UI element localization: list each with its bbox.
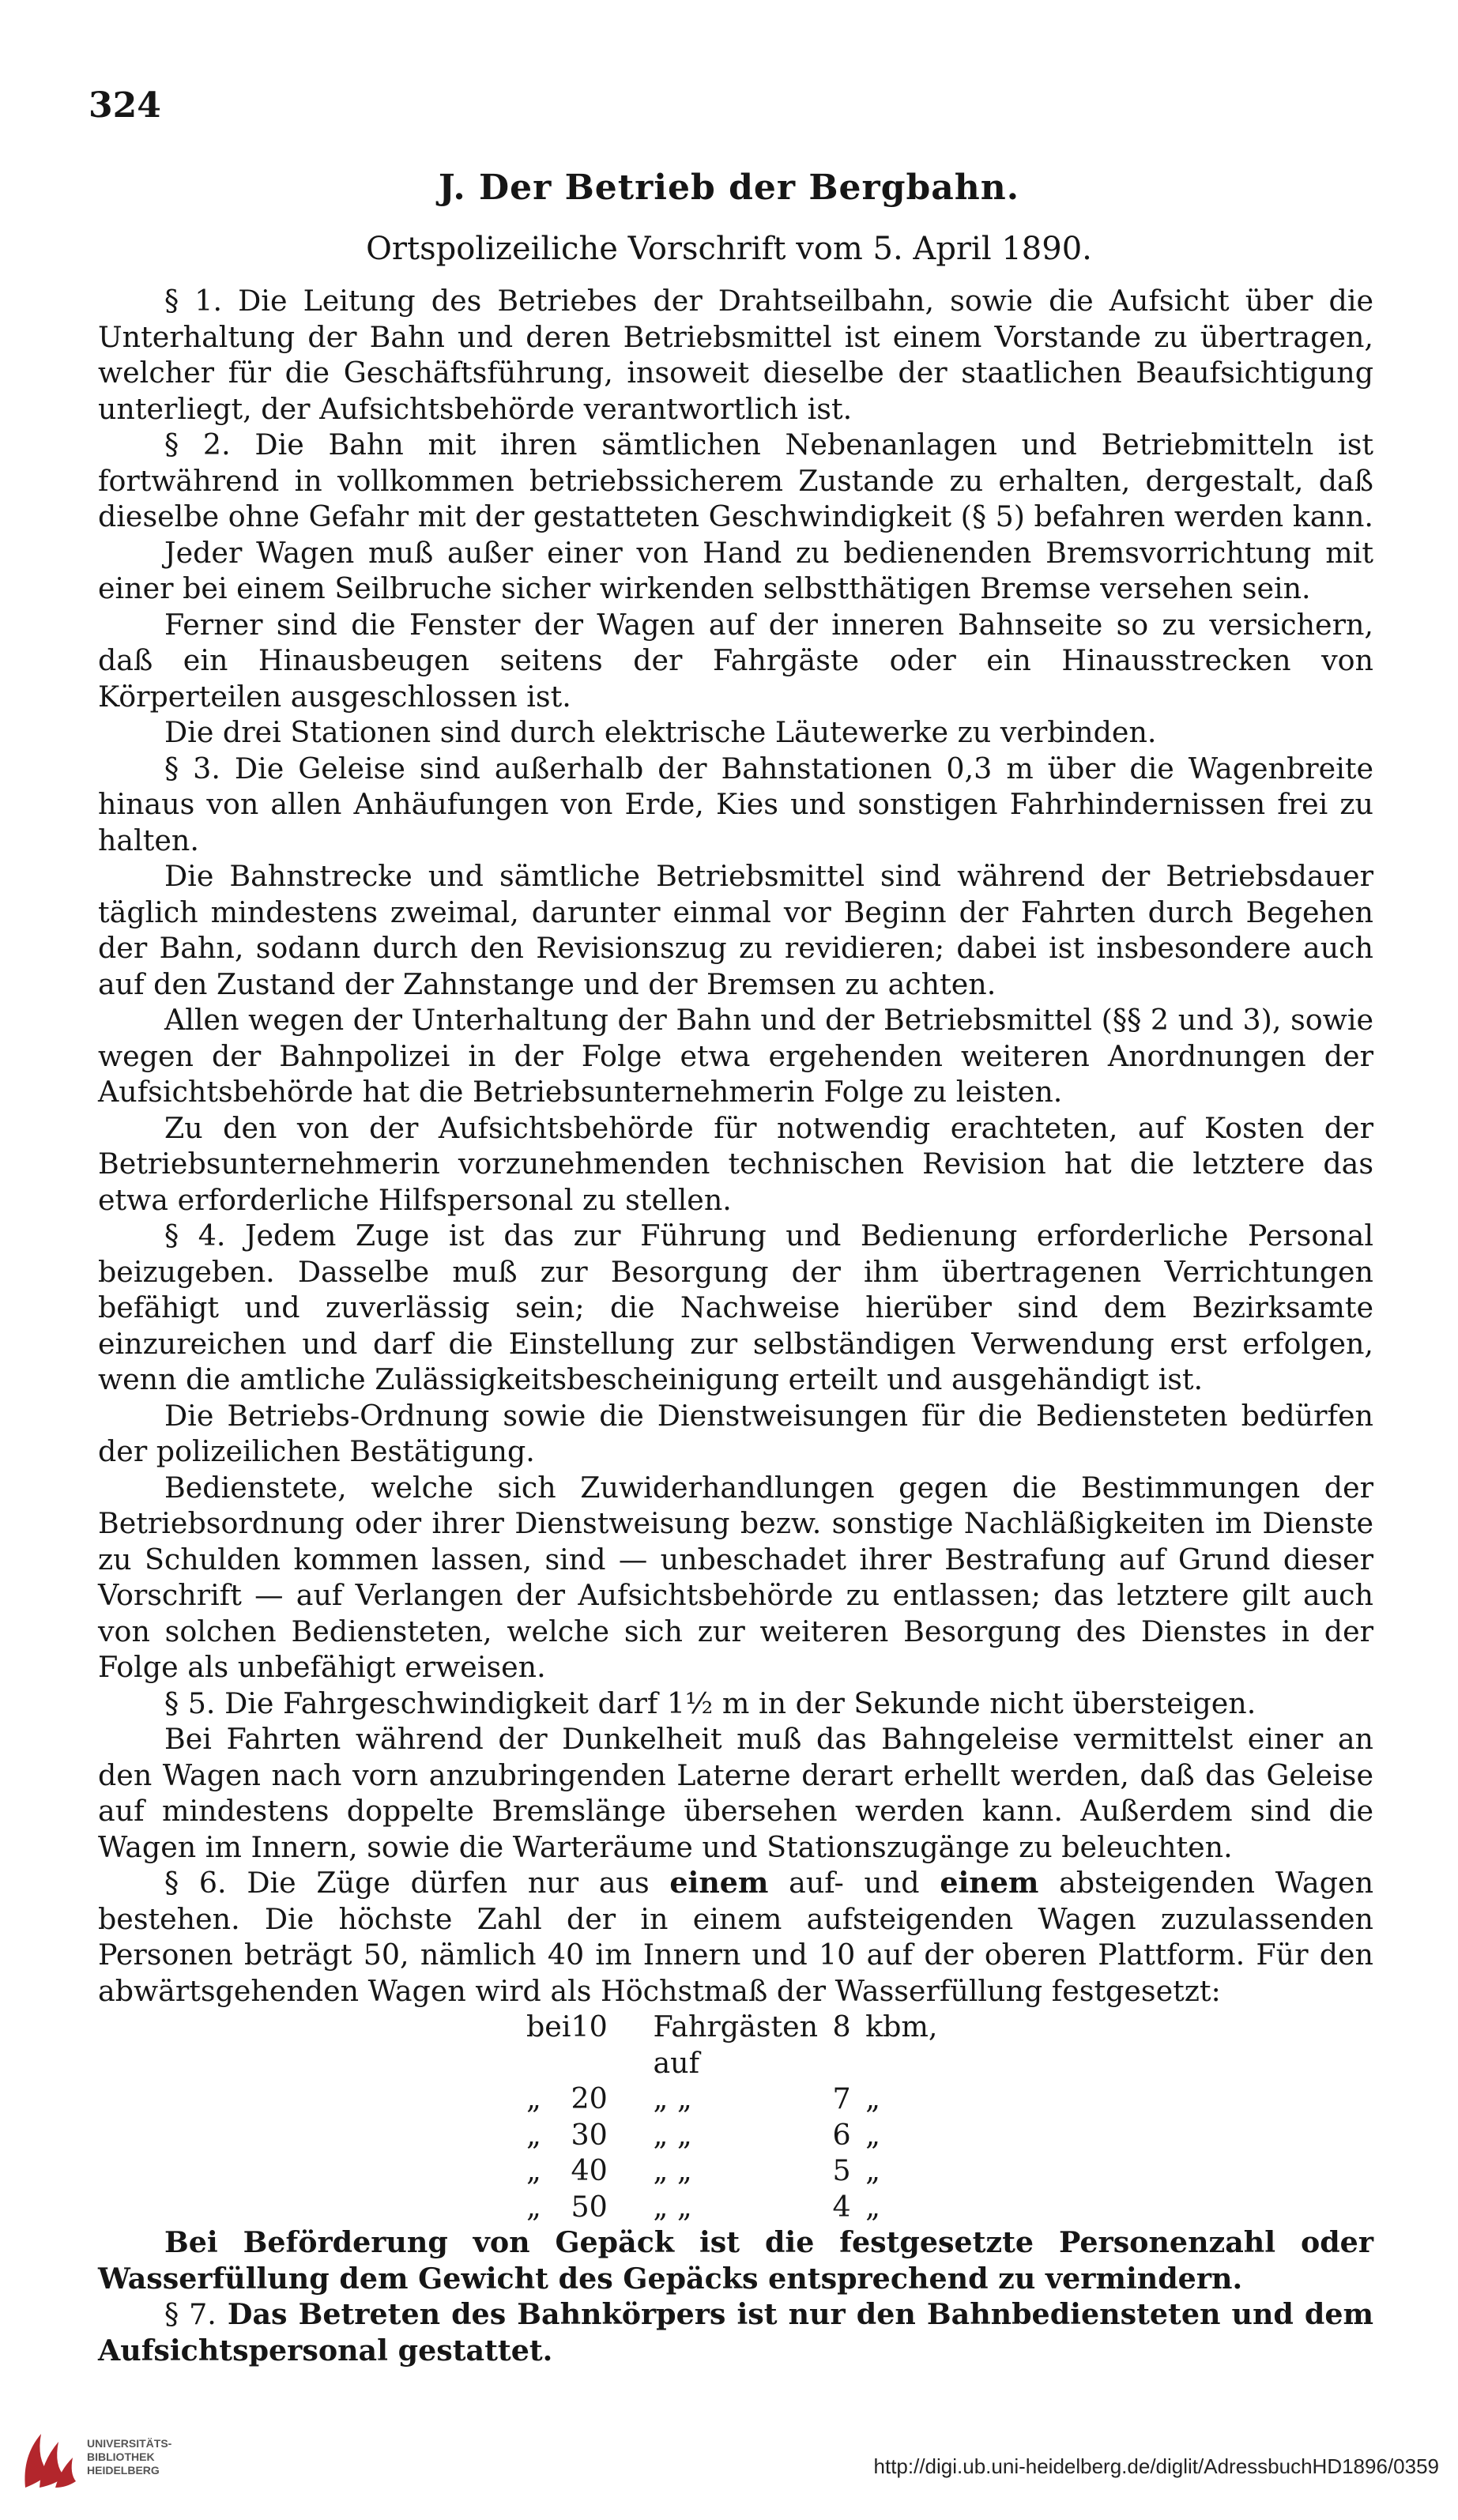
paragraph-sec-6 [98,1865,1373,2009]
capacity-cell-val: 8 [832,2010,851,2043]
paragraph-text: auf- und [789,1866,920,1900]
capacity-row [526,2153,937,2189]
paragraph-sec-4 [98,1218,1373,1398]
emphasis: einem [940,1866,1039,1900]
capacity-cell-lead: „ [526,2189,541,2224]
capacity-cell-mid: Fahrgästen auf [653,2010,819,2080]
paragraph: Zu den von der Aufsichtsbehörde für notwendig erachteten, auf Kosten der Betriebsunternehmerin vorzunehmenden technischen Revision hat die letztere das etwa erforderliche Hilfspersonal zu stellen. [98,1110,1373,1217]
section-mark: § 7. [164,2297,217,2331]
capacity-row [526,2189,937,2225]
capacity-cell-lead: bei [526,2010,571,2043]
capacity-cell-mid: „ „ [653,2117,692,2152]
capacity-cell-val: 5 [832,2153,851,2187]
paragraph-text: Die Züge dürfen nur aus [247,1866,650,1900]
section-mark: § 2. [164,428,231,461]
paragraph-sec-2 [98,427,1373,535]
paragraph: Bei Fahrten während der Dunkelheit muß das Bahngeleise vermittelst einer an den Wagen nach vorn anzubringenden Laterne derart erhellt werden, daß das Geleise auf mindestens doppelte Bremslänge übersehen werden kann. Außerdem sind die Wagen im Innern, sowie die Warteräume und Stationszugänge zu beleuchten. [98,1722,1373,1864]
section-mark: § 6. [164,1866,227,1900]
paragraph: Die Betriebs-Ordnung sowie die Dienstweisungen für die Bediensteten bedürfen der polizeilichen Bestätigung. [98,1398,1373,1468]
paragraph-text: Das Betreten des Bahnkörpers ist nur den Bahnbediensteten und dem Aufsichtspersonal gestattet. [98,2297,1374,2367]
paragraph-sec-5 [98,1686,1373,1722]
document-body [98,283,1373,2368]
paragraph-luggage: Bei Beförderung von Gepäck ist die festgesetzte Personenzahl oder Wasserfüllung dem Gewicht des Gepäcks entsprechend zu vermindern. [98,2225,1373,2296]
university-library-logo-icon [17,2424,79,2491]
capacity-cell-pax: 20 [571,2081,608,2115]
capacity-cell-lead: „ [526,2081,541,2115]
paragraph-text: absteigenden Wagen bestehen. Die höchste Zahl der in einem aufsteigenden Wagen zuzulassenden Personen beträgt 50, nämlich 40 im Innern und 10 auf der oberen Plattform. Für den abwärtsgehenden Wagen wird als Höchstmaß der Wasserfüllung festgesetzt: [98,1866,1374,2008]
capacity-cell-pax: 30 [571,2117,608,2152]
paragraph: Allen wegen der Unterhaltung der Bahn und der Betriebsmittel (§§ 2 und 3), sowie wegen der Bahnpolizei in der Folge etwa ergehenden weiteren Anordnungen der Aufsichtsbehörde hat die Betriebsunternehmerin Folge zu leisten. [98,1003,1373,1109]
capacity-cell-val: 6 [832,2117,851,2152]
paragraph: Jeder Wagen muß außer einer von Hand zu bedienenden Bremsvorrichtung mit einer bei einem Seilbruche sicher wirkenden selbstthätigen Bremse versehen sein. [98,535,1373,605]
paragraph: Ferner sind die Fenster der Wagen auf der inneren Bahnseite so zu versichern, daß ein Hinausbeugen seitens der Fahrgäste oder ein Hinausstrecken von Körperteilen ausgeschlossen ist. [98,607,1373,714]
capacity-cell-unit: „ [865,2081,880,2115]
paragraph-text: Jedem Zuge ist das zur Führung und Bedienung erforderliche Personal beizugeben. Dasselbe muß zur Besorgung der ihm übertragenen Verrichtungen befähigt und zuverlässig sein; die Nachweise hierüber sind dem Bezirksamte einzureichen und darf die Einstellung zur selbständigen Verwendung erst erfolgen, wenn die amtliche Zulässigkeitsbescheinigung erteilt und ausgehändigt ist. [98,1219,1373,1396]
paragraph: Die drei Stationen sind durch elektrische Läutewerke zu verbinden. [164,715,1157,749]
library-name-line: HEIDELBERG [87,2464,160,2477]
water-capacity-table [526,2009,937,2224]
capacity-row [526,2081,937,2117]
document-subtitle: Ortspolizeiliche Vorschrift vom 5. April 1890. [366,231,1092,267]
emphasis: einem [669,1866,769,1900]
capacity-cell-pax: 50 [571,2189,608,2224]
capacity-cell-val: 7 [832,2081,851,2115]
section-mark: § 4. [164,1219,226,1252]
capacity-cell-pax: 40 [571,2153,608,2187]
section-mark: § 3. [164,751,220,785]
capacity-row [526,2009,937,2081]
paragraph: Die Bahnstrecke und sämtliche Betriebsmittel sind während der Betriebsdauer täglich mindestens zweimal, darunter einmal vor Beginn der Fahrten durch Begehen der Bahn, sodann durch den Revisionszug zu revidieren; dabei ist insbesondere auch auf den Zustand der Zahnstange und der Bremsen zu achten. [98,859,1373,1001]
library-name [87,2437,171,2477]
capacity-cell-mid: „ „ [653,2081,692,2115]
paragraph: Bedienstete, welche sich Zuwiderhandlungen gegen die Bestimmungen der Betriebsordnung oder ihrer Dienstweisung bezw. sonstige Nachläßigkeiten im Dienste zu Schulden kommen lassen, sind — unbeschadet ihrer Bestrafung auf Grund dieser Vorschrift — auf Verlangen der Aufsichtsbehörde zu entlassen; das letztere gilt auch von solchen Bediensteten, welche sich zur weiteren Besorgung des Dienstes in der Folge als unbefähigt erweisen. [98,1470,1373,1684]
section-title: J. Der Betrieb der Bergbahn. [438,168,1020,208]
capacity-cell-unit: „ [865,2117,880,2152]
capacity-cell-unit: kbm, [865,2010,938,2043]
library-name-line: BIBLIOTHEK [87,2450,155,2463]
paragraph-text: Die Leitung des Betriebes der Drahtseilbahn, sowie die Aufsicht über die Unterhaltung der Bahn und deren Betriebsmittel ist einem Vorstande zu übertragen, welcher für die Geschäftsführung, insoweit dieselbe der staatlichen Beaufsichtigung unterliegt, der Aufsichtsbehörde verantwortlich ist. [98,284,1373,426]
capacity-cell-unit: „ [865,2189,880,2224]
capacity-cell-unit: „ [865,2153,880,2187]
section-mark: § 1. [164,284,223,318]
capacity-cell-pax: 10 [571,2010,608,2043]
library-name-line: UNIVERSITÄTS- [87,2437,172,2450]
paragraph-sec-1 [98,283,1373,427]
capacity-cell-lead: „ [526,2153,541,2187]
source-url[interactable]: http://digi.ub.uni-heidelberg.de/diglit/AdressbuchHD1896/0359 [873,2454,1439,2478]
page-number: 324 [89,85,161,126]
paragraph-text: Die Bahn mit ihren sämtlichen Nebenanlagen und Betriebmitteln ist fortwährend in vollkommen betriebssicherem Zustande zu erhalten, dergestalt, daß dieselbe ohne Gefahr mit der gestatteten Geschwindigkeit (§ 5) befahren werden kann. [98,428,1374,533]
capacity-cell-mid: „ „ [653,2189,692,2224]
section-mark: § 5. [164,1686,216,1720]
capacity-cell-val: 4 [832,2189,851,2224]
paragraph-sec-3 [98,751,1373,859]
paragraph-text: Die Geleise sind außerhalb der Bahnstationen 0,3 m über die Wagenbreite hinaus von allen Anhäufungen von Erde, Kies und sonstigen Fahrhindernissen frei zu halten. [98,751,1374,857]
paragraph-text: Die Fahrgeschwindigkeit darf 1½ m in der Sekunde nicht übersteigen. [224,1686,1256,1720]
capacity-row [526,2117,937,2153]
paragraph-sec-7 [98,2296,1373,2368]
capacity-cell-lead: „ [526,2117,541,2152]
capacity-cell-mid: „ „ [653,2153,692,2187]
